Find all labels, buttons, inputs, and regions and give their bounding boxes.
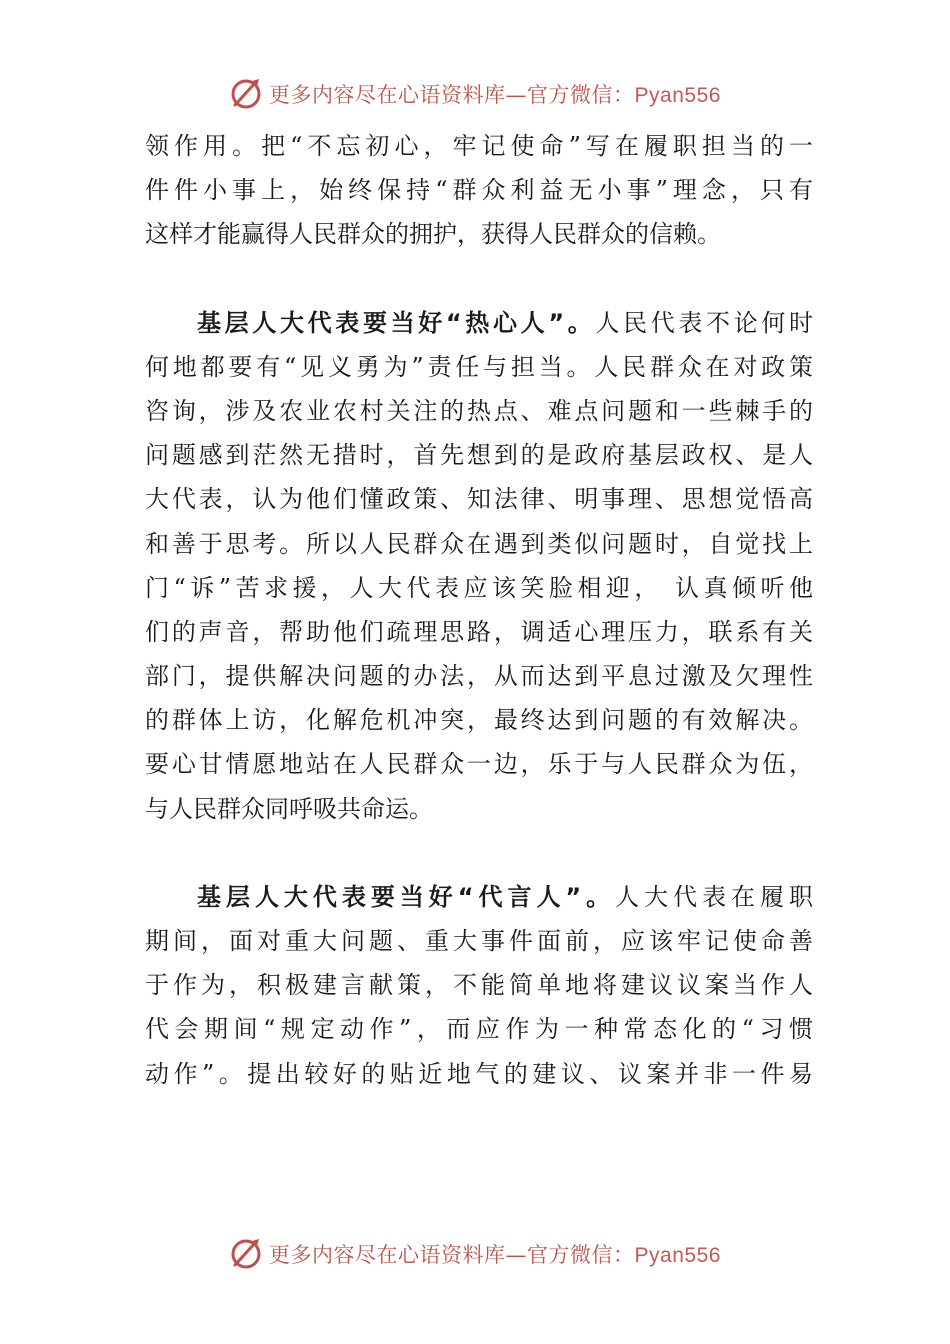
text-line: 期间，面对重大问题、重大事件面前，应该牢记使命善 [145,927,813,955]
text-line: 门“诉”苦求援，人大代表应该笑脸相迎， 认真倾听他 [145,573,813,602]
watermark-text: 更多内容尽在心语资料库—官方微信：Pyan556 [269,83,721,107]
text-line: 咨询，涉及农业农村关注的热点、难点问题和一些棘手的 [145,396,813,425]
paragraph-heading: 基层人大代表要当好“热心人”。 [197,308,596,337]
text-line: 部门，提供解决问题的办法，从而达到平息过激及欠理性 [145,662,813,691]
text-line: 和善于思考。所以人民群众在遇到类似问题时，自觉找上 [145,529,813,558]
text-line: 们的声音，帮助他们疏理思路，调适心理压力，联系有关 [145,617,813,646]
paragraph-heading: 基层人大代表要当好“代言人”。 [197,882,616,911]
text-line: 基层人大代表要当好“代言人”。人大代表在履职 [197,882,813,911]
watermark-wechat-id: Pyan556 [634,1244,721,1267]
text-line: 何地都要有“见义勇为”责任与担当。人民群众在对政策 [145,352,813,381]
text-line: 这样才能赢得人民群众的拥护，获得人民群众的信赖。 [145,220,721,249]
text-line: 的群体上访，化解危机冲突，最终达到问题的有效解决。 [145,706,813,735]
footer-watermark [0,1232,950,1276]
text-line: 要心甘情愿地站在人民群众一边，乐于与人民群众为伍， [145,750,813,779]
text-line: 基层人大代表要当好“热心人”。人民代表不论何时 [197,308,814,337]
text-line: 大代表，认为他们懂政策、知法律、明事理、思想觉悟高 [145,485,813,514]
pen-logo-icon [229,1237,263,1271]
text-line: 件件小事上，始终保持“群众利益无小事”理念，只有 [145,176,813,205]
watermark-wechat-id: Pyan556 [634,84,721,107]
text-line: 领作用。把“不忘初心，牢记使命”写在履职担当的一 [145,132,813,160]
text-line: 代会期间“规定动作”，而应作为一种常态化的“习惯 [145,1015,813,1044]
pen-logo-icon [229,77,263,111]
watermark-text: 更多内容尽在心语资料库—官方微信：Pyan556 [269,1243,721,1267]
header-watermark [0,72,950,116]
document-body [145,124,813,1096]
paragraph [145,301,813,831]
text-line: 与人民群众同呼吸共命运。 [145,794,433,823]
text-line: 于作为，积极建言献策，不能简单地将建议议案当作人 [145,971,813,1000]
paragraph [145,875,813,1096]
paragraph [145,124,813,257]
text-line: 动作”。提出较好的贴近地气的建议、议案并非一件易 [145,1059,813,1088]
text-line: 问题感到茫然无措时，首先想到的是政府基层政权、是人 [145,441,813,470]
